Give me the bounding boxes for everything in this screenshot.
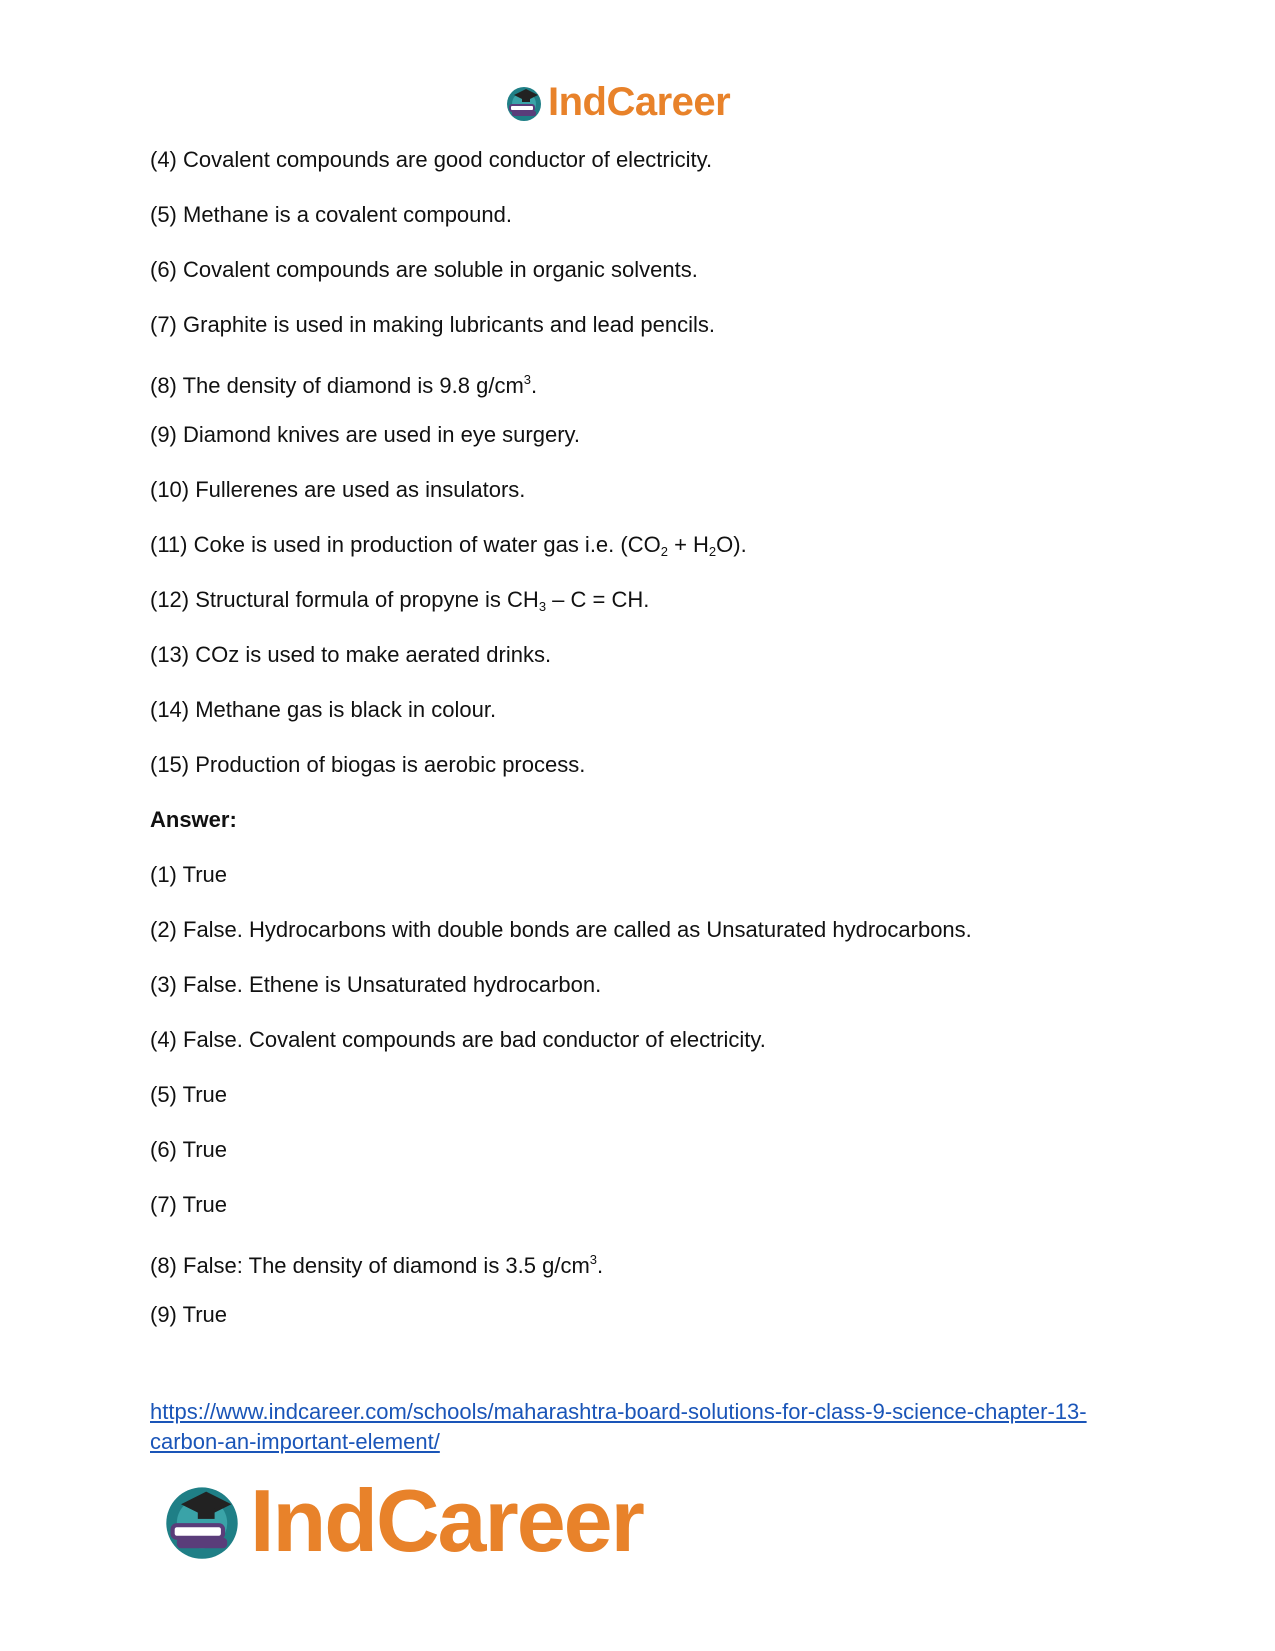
footer-logo — [160, 1470, 643, 1572]
question-line-8 — [150, 367, 1150, 422]
q8-superscript: 3 — [523, 372, 532, 387]
answer-line: (3) False. Ethene is Unsaturated hydrocarbon. — [150, 972, 602, 997]
question-line: (13) COz is used to make aerated drinks. — [150, 642, 552, 667]
q11-subscript-2: 2 — [708, 544, 717, 559]
question-line: (15) Production of biogas is aerobic process. — [150, 752, 586, 777]
graduate-book-logo-icon — [504, 83, 544, 123]
question-line-11 — [150, 532, 1150, 587]
answer-line-8 — [150, 1247, 1150, 1302]
q11-mid: + H — [667, 532, 709, 557]
q8-text: (8) The density of diamond is 9.8 g/cm — [150, 373, 524, 398]
header-logo — [504, 80, 730, 125]
document-body — [150, 147, 1150, 1357]
answer-line: (5) True — [150, 1082, 228, 1107]
footer-logo-text: IndCareer — [250, 1471, 643, 1570]
source-link-line-2: carbon-an-important-element/ — [150, 1429, 440, 1454]
question-line: (6) Covalent compounds are soluble in organic solvents. — [150, 257, 698, 282]
graduate-book-logo-icon — [160, 1479, 244, 1563]
q11-suffix: O). — [716, 532, 747, 557]
answer-line: (7) True — [150, 1192, 228, 1217]
source-link[interactable] — [150, 1399, 1087, 1454]
source-link-line-1: https://www.indcareer.com/schools/maharashtra-board-solutions-for-class-9-science-chapter-13- — [150, 1399, 1087, 1424]
q11-subscript-1: 2 — [660, 544, 668, 559]
source-link-block — [150, 1397, 1150, 1457]
answer-heading: Answer: — [150, 807, 237, 832]
q12-subscript: 3 — [538, 599, 547, 614]
a8-text: (8) False: The density of diamond is 3.5 g/cm — [150, 1253, 590, 1278]
q12-suffix: – C = CH. — [546, 587, 650, 612]
question-line: (10) Fullerenes are used as insulators. — [150, 477, 526, 502]
a8-suffix: . — [597, 1253, 604, 1278]
q12-text: (12) Structural formula of propyne is CH — [150, 587, 539, 612]
header-logo-text: IndCareer — [548, 80, 731, 124]
question-line: (4) Covalent compounds are good conductor of electricity. — [150, 147, 713, 172]
answer-line: (9) True — [150, 1302, 228, 1327]
q8-suffix: . — [531, 373, 538, 398]
answer-line: (2) False. Hydrocarbons with double bonds are called as Unsaturated hydrocarbons. — [150, 917, 972, 942]
answer-line: (6) True — [150, 1137, 228, 1162]
question-line-12 — [150, 587, 1150, 642]
answer-line: (4) False. Covalent compounds are bad conductor of electricity. — [150, 1027, 766, 1052]
answer-line: (1) True — [150, 862, 228, 887]
question-line: (9) Diamond knives are used in eye surgery. — [150, 422, 581, 447]
question-line: (7) Graphite is used in making lubricants and lead pencils. — [150, 312, 715, 337]
question-line: (14) Methane gas is black in colour. — [150, 697, 497, 722]
a8-superscript: 3 — [589, 1252, 598, 1267]
q11-text: (11) Coke is used in production of water gas i.e. (CO — [150, 532, 661, 557]
question-line: (5) Methane is a covalent compound. — [150, 202, 512, 227]
